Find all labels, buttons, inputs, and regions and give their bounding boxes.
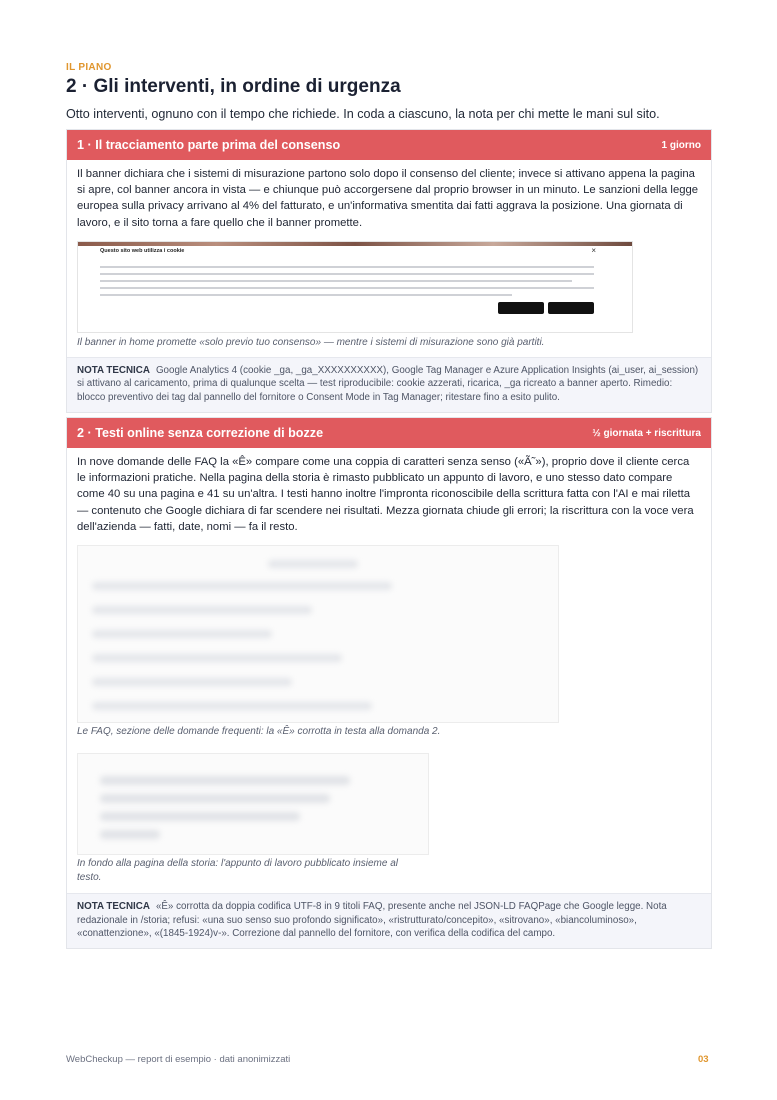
intro-text: Otto interventi, ognuno con il tempo che richiede. In coda a ciascuno, la nota per chi mette le mani sul sito. <box>66 107 660 121</box>
page-number: 03 <box>698 1054 709 1065</box>
modal-title: Questo sito web utilizza i cookie <box>100 247 185 254</box>
faq-screenshot-blurred <box>77 545 559 723</box>
intervention-card-1 <box>66 129 712 413</box>
card-body: Il banner dichiara che i sistemi di misurazione partono solo dopo il consenso del cliente; invece si attivano appena la pagina si apre, col banner ancora in vista — e chiunque può accorgersene dal proprio browser in un minuto. Le sanzioni della legge europea sulla privacy arrivano al 4% del fatturato, e un'informativa smentita dai fatti aggrava la posizione. Una giornata di lavoro, e il sito torna a fare quello che il banner promette. <box>77 168 699 229</box>
close-icon: × <box>591 245 596 255</box>
blurred-line <box>100 812 300 821</box>
screenshot-caption: Le FAQ, sezione delle domande frequenti: la «Ê» corrotta in testa alla domanda 2. <box>77 726 441 738</box>
section-eyebrow: IL PIANO <box>66 62 112 73</box>
modal-text-line <box>100 266 594 268</box>
blurred-line <box>92 654 342 662</box>
card-header <box>67 418 711 448</box>
blurred-line <box>92 702 372 710</box>
blurred-line <box>92 582 392 590</box>
technical-note <box>67 893 711 948</box>
screenshot-caption: Il banner in home promette «solo previo tuo consenso» — mentre i sistemi di misurazione sono già partiti. <box>77 336 545 348</box>
modal-text-line <box>100 294 512 296</box>
select-cookies-button <box>498 302 544 314</box>
modal-text-line <box>100 273 594 275</box>
card-duration: ½ giornata + riscrittura <box>592 427 701 439</box>
modal-text-line <box>100 280 572 282</box>
note-label: NOTA TECNICA <box>77 364 150 376</box>
card-duration: 1 giorno <box>661 139 701 151</box>
note-text: Google Analytics 4 (cookie _ga, _ga_XXXXXXXXXX), Google Tag Manager e Azure Application Insights (ai_user, ai_session) si attivano al caricamento, prima di qualunque scelta — test riproducibile: cookie azzerati, ricarica, _ga ricreato a banner aperto. Rimedio: blocco preventivo dei tag dal pannello del fornitore o Consent Mode in Tag Manager; ritestare fino a esito pulito. <box>77 364 699 403</box>
blurred-line <box>100 776 350 785</box>
hero-image-strip <box>78 242 632 246</box>
screenshot-caption: In fondo alla pagina della storia: l'appunto di lavoro pubblicato insieme al testo. <box>77 858 399 884</box>
card-body: In nove domande delle FAQ la «Ê» compare come una coppia di caratteri senza senso («Ã˜»), proprio dove il cliente cerca le informazioni pratiche. Nella pagina della storia è rimasto pubblicato un appunto di lavoro, e uno stesso dato compare come 40 su una pagina e 41 su un'altra. I testi hanno inoltre l'impronta riconoscibile della scrittura fatta con l'AI e mai riletta — contenuto che Google dichiara di far scendere nei risultati. Mezza giornata chiude gli errori; la riscrittura con la voce vera dell'azienda — fatti, date, nomi — fa il resto. <box>77 456 694 533</box>
page-title: 2 · Gli interventi, in ordine di urgenza <box>66 76 401 97</box>
blurred-line <box>100 794 330 803</box>
blurred-line <box>268 560 358 568</box>
blurred-line <box>100 830 160 839</box>
blurred-line <box>92 606 312 614</box>
accept-all-cookies-button <box>548 302 594 314</box>
card-heading: 2 · Testi online senza correzione di bozze <box>77 426 324 440</box>
story-screenshot-blurred <box>77 753 429 855</box>
cookie-banner-screenshot <box>77 241 633 333</box>
note-text: «Ê» corrotta da doppia codifica UTF-8 in 9 titoli FAQ, presente anche nel JSON-LD FAQPage che Google legge. Nota redazionale in /storia; refusi: «una suo senso suo profondo significato», «ristrutturato/concepito», «sitrovano», «biancoluminoso», «conattenzione», «(1845-1924)v-». Correzione dal pannello del fornitore, con verifica della codifica del campo. <box>77 901 667 940</box>
blurred-line <box>92 630 272 638</box>
card-header <box>67 130 711 160</box>
intervention-card-2 <box>66 417 712 949</box>
modal-text-line <box>100 287 594 289</box>
blurred-line <box>92 678 292 686</box>
note-label: NOTA TECNICA <box>77 901 150 913</box>
technical-note <box>67 357 711 412</box>
footer-text: WebCheckup — report di esempio · dati anonimizzati <box>66 1054 291 1065</box>
card-heading: 1 · Il tracciamento parte prima del consenso <box>77 138 341 152</box>
